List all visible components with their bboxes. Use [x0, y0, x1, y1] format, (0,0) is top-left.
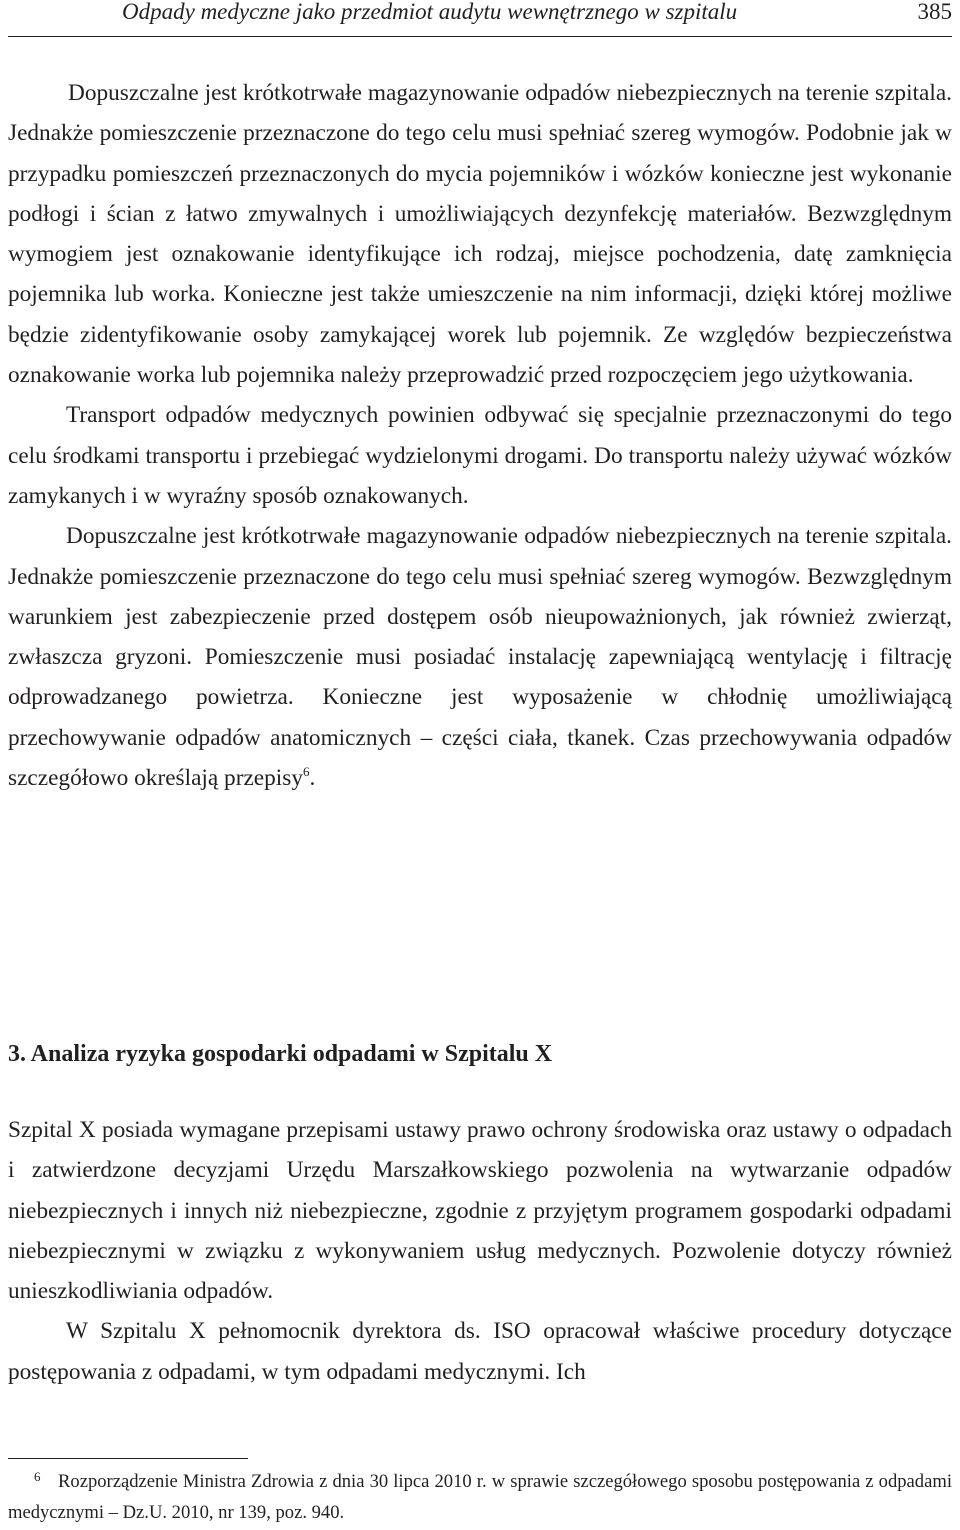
paragraph-end-mark: .: [309, 765, 316, 792]
running-title: Odpady medyczne jako przedmiot audytu wewnętrznego w szpitalu: [122, 0, 738, 24]
paragraph-permits: Szpital X posiada wymagane przepisami ustawy prawo ochrony środowiska oraz ustawy o odpadach i zatwierdzone decyzjami Urzędu Marszałkowskiego pozwolenia na wytwarzanie odpadów niebezpiecznych i innych niż niebezpieczne, zgodnie z przyjętym programem gospodarki odpadami niebezpiecznymi w związku z wykonywaniem usług medycznych. Pozwolenie dotyczy również unieszkodliwiania odpadów.: [8, 1117, 952, 1305]
page-number: 385: [917, 0, 952, 24]
footnote: 6 Rozporządzenie Ministra Zdrowia z dnia 30 lipca 2010 r. w sprawie szczegółowego sposobu postępowania z odpadami medycznymi – Dz.U. 2010, nr 139, poz. 940.: [8, 1469, 952, 1523]
footnote-text: Rozporządzenie Ministra Zdrowia z dnia 30 lipca 2010 r. w sprawie szczegółowego sposobu postępowania z odpadami medycznymi – Dz.U. 2010, nr 139, poz. 940.: [8, 1471, 952, 1523]
body-text: [8, 73, 952, 798]
document-page: [8, 0, 952, 1530]
footnote-reference: 6: [302, 764, 310, 780]
paragraph-storage-room-text: Dopuszczalne jest krótkotrwałe magazynowanie odpadów niebezpiecznych na terenie szpitala. Jednakże pomieszczenie przeznaczone do tego celu musi spełniać szereg wymogów. Bezwzględnym warunkiem jest zabezpieczenie przed dostępem osób nieupoważnionych, jak również zwierząt, zwłaszcza gryzoni. Pomieszczenie musi posiadać instalację zapewniającą wentylację i filtrację odprowadzanego powietrza. Konieczne jest wyposażenie w chłodnię umożliwiającą przechowywanie odpadów anatomicznych – części ciała, tkanek. Czas przechowywania odpadów szczegółowo określają przepisy: [8, 523, 952, 792]
paragraph-storage-room: [8, 516, 952, 798]
paragraph-storage-requirements: Dopuszczalne jest krótkotrwałe magazynowanie odpadów niebezpiecznych na terenie szpitala. Jednakże pomieszczenie przeznaczone do tego celu musi spełniać szereg wymogów. Podobnie jak w przypadku pomieszczeń przeznaczonych do mycia pojemników i wózków konieczne jest wykonanie podłogi i ścian z łatwo zmywalnych i umożliwiających dezynfekcję materiałów. Bezwzględnym wymogiem jest oznakowanie identyfikujące ich rodzaj, miejsce pochodzenia, datę zamknięcia pojemnika lub worka. Konieczne jest także umieszczenie na nim informacji, dzięki której możliwe będzie zidentyfikowanie osoby zamykającej worek lub pojemnik. Ze względów bezpieczeństwa oznakowanie worka lub pojemnika należy przeprowadzić przed rozpoczęciem jego użytkowania.: [8, 80, 952, 389]
footnote-divider: [8, 1458, 248, 1459]
running-header: [8, 0, 952, 37]
section-body: [8, 1110, 952, 1392]
paragraph-procedures: W Szpitalu X pełnomocnik dyrektora ds. ISO opracował właściwe procedury dotyczące postępowania z odpadami, w tym odpadami medycznymi. Ich: [8, 1318, 952, 1385]
paragraph-transport: Transport odpadów medycznych powinien odbywać się specjalnie przeznaczonymi do tego celu środkami transportu i przebiegać wydzielonymi drogami. Do transportu należy używać wózków zamykanych i w wyraźny sposób oznakowanych.: [8, 402, 952, 509]
section-heading: 3. Analiza ryzyka gospodarki odpadami w Szpitalu X: [8, 1041, 553, 1067]
